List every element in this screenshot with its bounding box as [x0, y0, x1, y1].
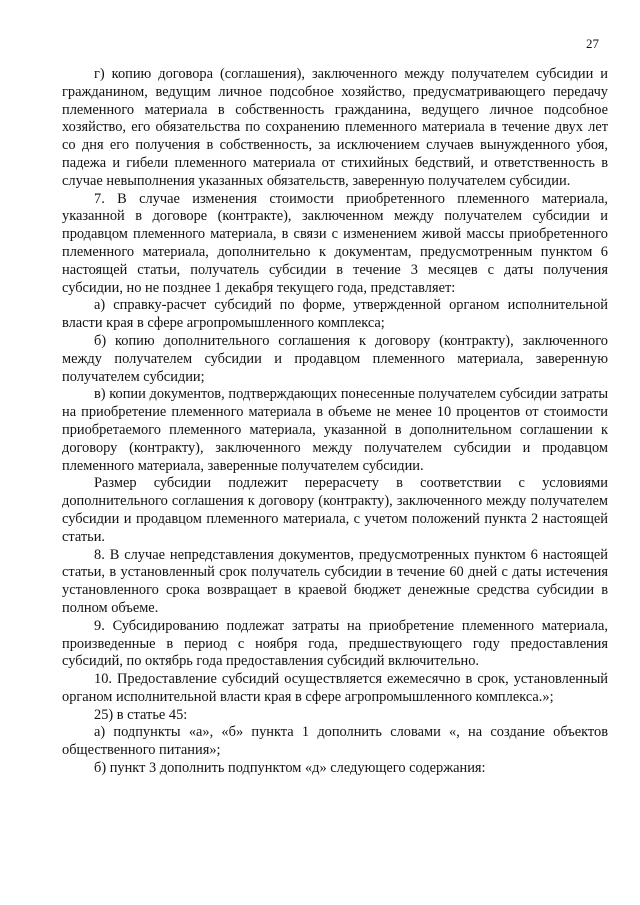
paragraph-item-7: 7. В случае изменения стоимости приобретенного племенного материала, указанной в договоре (контракте), заключенном между получателем субсидии и продавцом племенного материала, в связи с изменением живой массы приобретенного племенного материала, дополнительно к документам, предусмотренным пунктом 6 настоящей статьи, получатель субсидии в течение 3 месяцев с даты получения субсидии, но не позднее 1 декабря текущего года, представляет:	[62, 190, 608, 296]
paragraph-recalculation: Размер субсидии подлежит перерасчету в соответствии с условиями дополнительного соглашения к договору (контракту), заключенного между получателем субсидии и продавцом племенного материала, с учетом положений пункта 2 настоящей статьи.	[62, 475, 608, 545]
page-number: 27	[586, 36, 599, 51]
paragraph-item-9: 9. Субсидированию подлежат затраты на приобретение племенного материала, произведенные в период с ноября года, предшествующего году предоставления субсидий, по октябрь года предоставления субсидий включительно.	[62, 617, 608, 670]
paragraph-amend-b: б) пункт 3 дополнить подпунктом «д» следующего содержания:	[94, 760, 486, 777]
paragraph-subitem-b: б) копию дополнительного соглашения к договору (контракту), заключенного между получателем субсидии и продавцом племенного материала, заверенную получателем субсидии;	[62, 332, 608, 385]
paragraph-subitem-g: г) копию договора (соглашения), заключенного между получателем субсидии и гражданином, ведущим личное подсобное хозяйство, предусматривающего передачу племенного материала в собственность гражданина, ведущего личное подсобное хозяйство, его обязательства по сохранению племенного материала в течение двух лет со дня его получения в собственность, за исключением случаев вынужденного убоя, падежа и гибели племенного материала от стихийных бедствий, и ответственность в случае невыполнения указанных обязательств, заверенную получателем субсидии.	[62, 66, 608, 189]
paragraph-item-10: 10. Предоставление субсидий осуществляется ежемесячно в срок, установленный органом исполнительной власти края в сфере агропромышленного комплекса.»;	[62, 671, 608, 705]
paragraph-subitem-v: в) копии документов, подтверждающих понесенные получателем субсидии затраты на приобретение племенного материала в объеме не менее 10 процентов от стоимости приобретаемого племенного материала, указанной в дополнительном соглашении к договору (контракту), заключенного между получателем субсидии и продавцом племенного материала, заверенные получателем субсидии.	[62, 386, 608, 474]
paragraph-amend-a: а) подпункты «а», «б» пункта 1 дополнить словами «, на создание объектов общественного питания»;	[62, 724, 608, 759]
document-body	[62, 66, 608, 778]
paragraph-item-25: 25) в статье 45:	[94, 706, 188, 723]
paragraph-subitem-a: а) справку-расчет субсидий по форме, утвержденной органом исполнительной власти края в сфере агропромышленного комплекса;	[62, 297, 608, 332]
paragraph-item-8: 8. В случае непредставления документов, предусмотренных пунктом 6 настоящей статьи, в установленный срок получатель субсидии в течение 60 дней с даты истечения установленного срока возвращает в краевой бюджет денежные средства субсидии в полном объеме.	[62, 546, 608, 616]
